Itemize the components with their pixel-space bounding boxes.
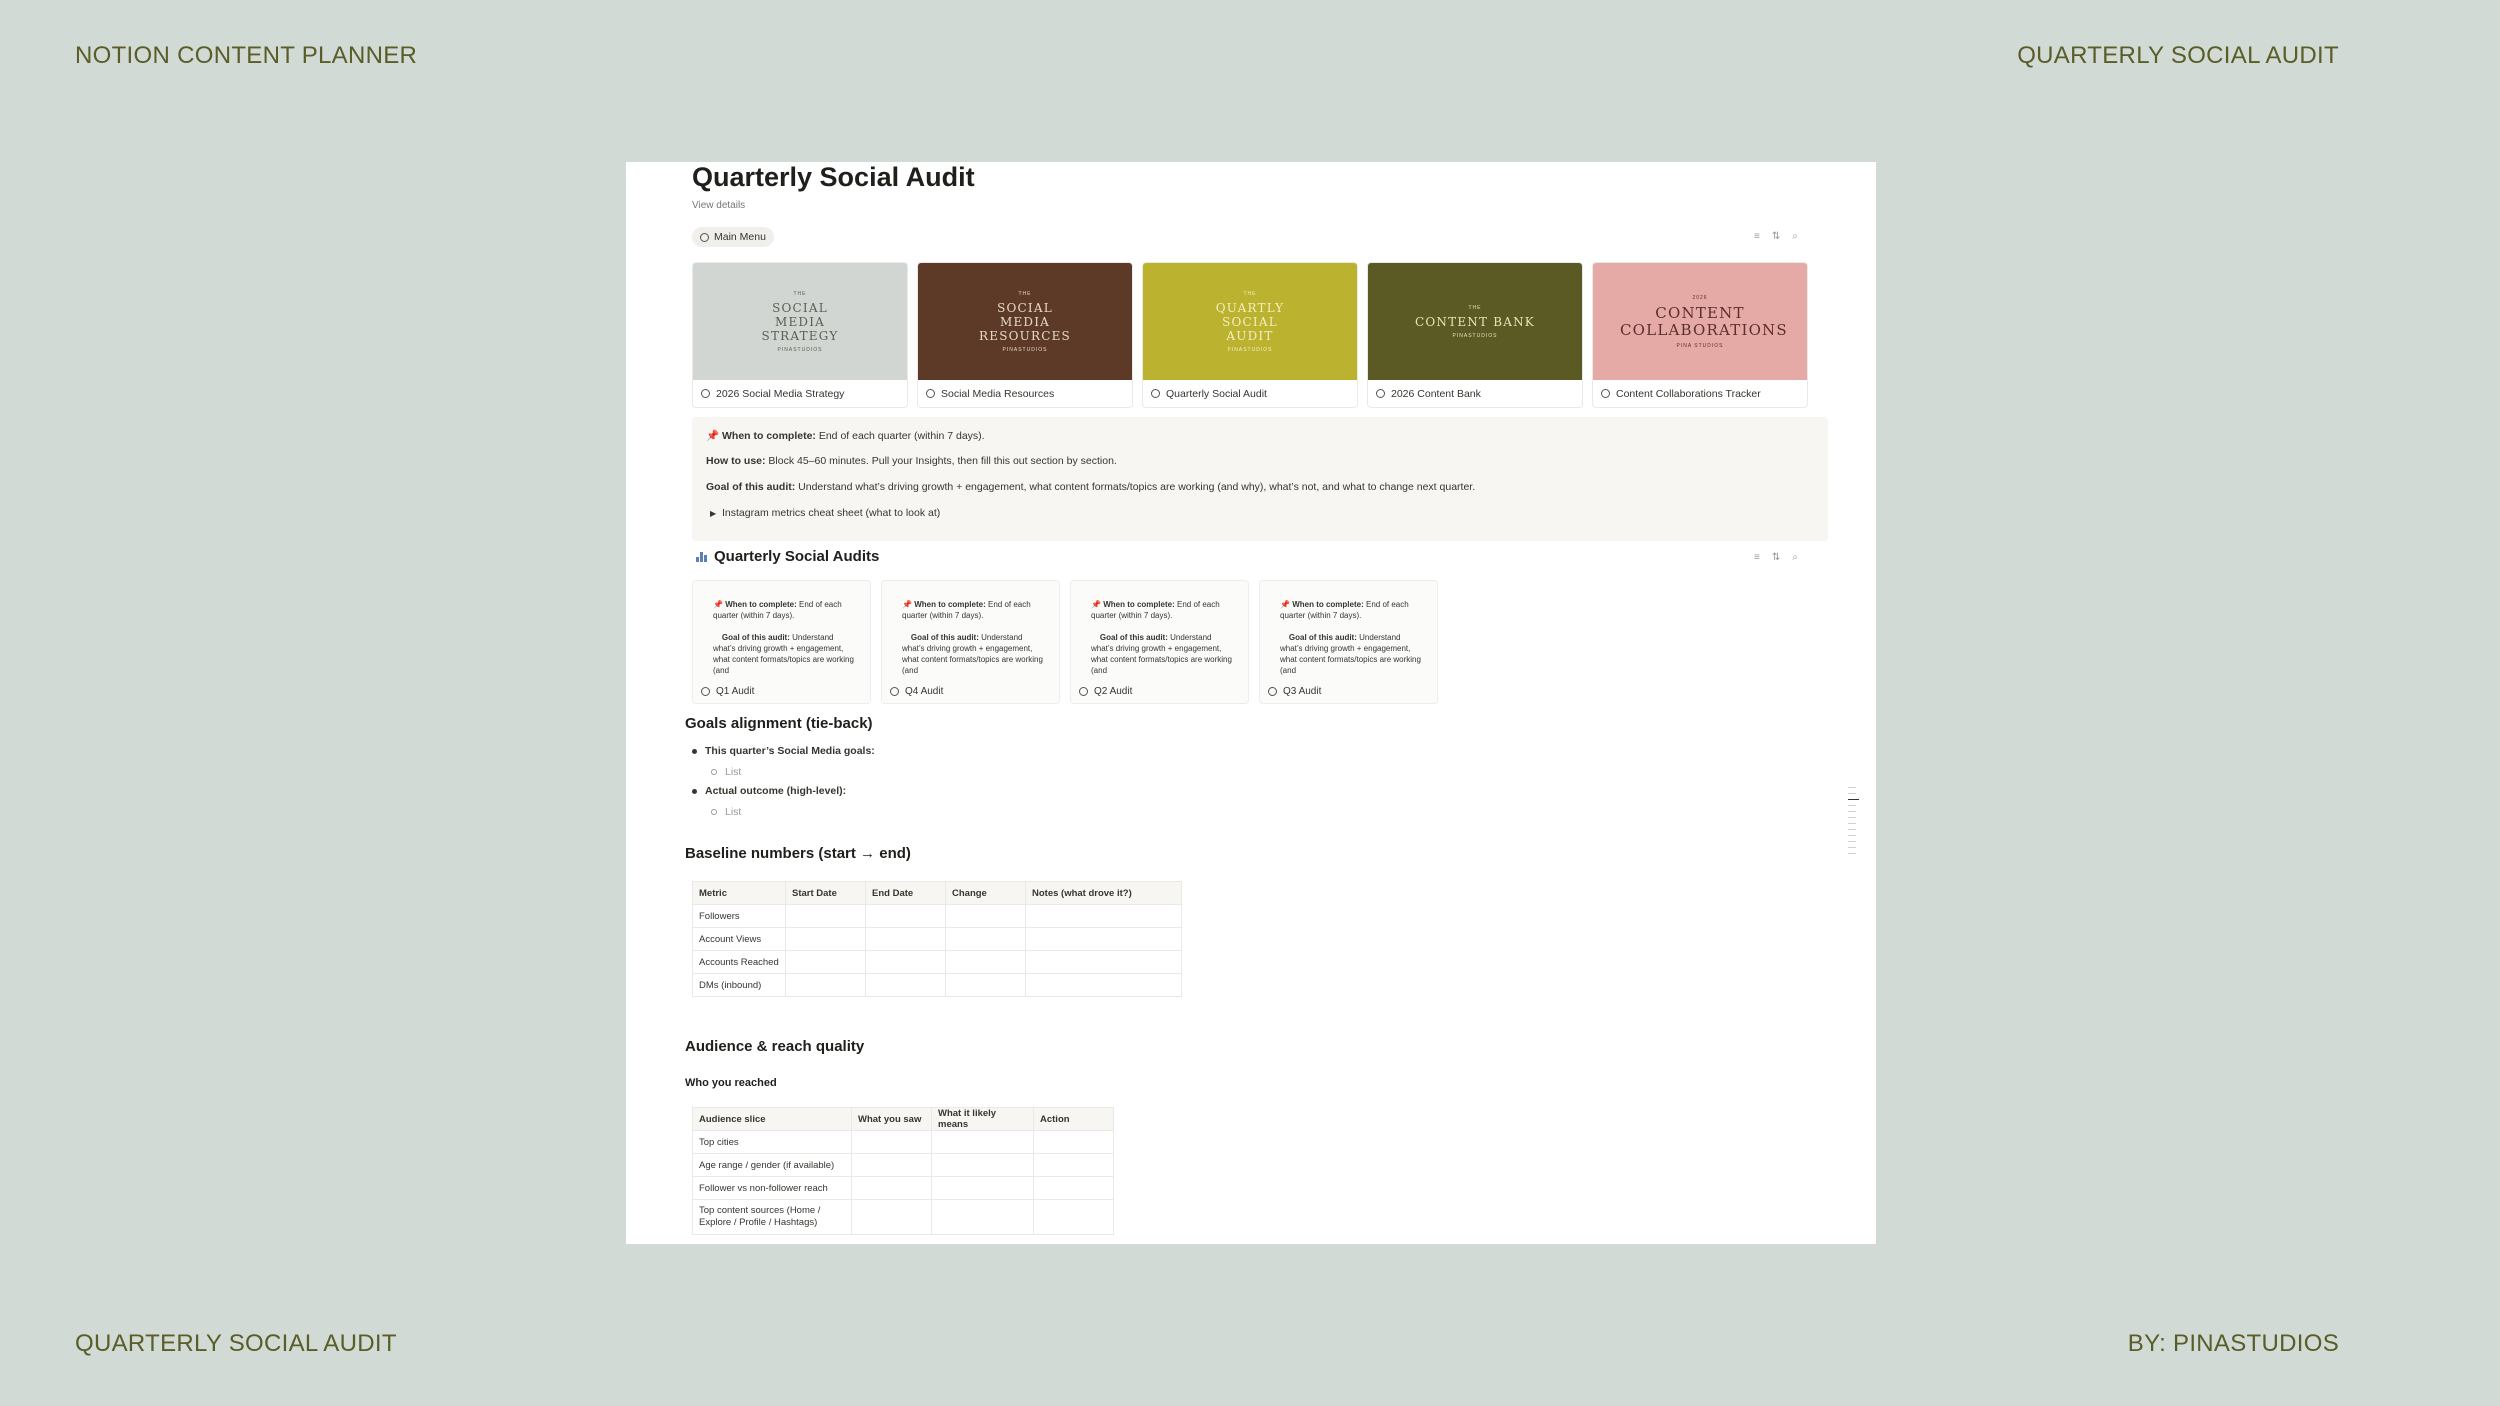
page-outline-scroller[interactable] <box>1848 787 1859 854</box>
card-title: Content Collaborations Tracker <box>1616 387 1761 400</box>
table-row[interactable]: Top cities <box>693 1131 1114 1154</box>
card-preview: 📌 When to complete: End of each quarter (within 7 days). Goal of this audit: Understand what’s driving growth + engagement, what content formats/topics are working (and <box>1091 600 1232 675</box>
gallery-card[interactable] <box>1592 262 1808 408</box>
page-icon <box>1268 687 1277 696</box>
footer-product-label: QUARTERLY SOCIAL AUDIT <box>75 1330 397 1357</box>
page-icon <box>1079 687 1088 696</box>
card-preview: 📌 When to complete: End of each quarter (within 7 days). Goal of this audit: Understand what’s driving growth + engagement, what content formats/topics are working (and <box>902 600 1043 675</box>
page-icon <box>1376 389 1385 398</box>
page-icon <box>926 389 935 398</box>
author-label: BY: PINASTUDIOS <box>2127 1330 2339 1357</box>
search-icon[interactable]: ⌕ <box>1792 231 1798 242</box>
page-title: Quarterly Social Audit <box>692 162 975 192</box>
card-preview: 📌 When to complete: End of each quarter (within 7 days). Goal of this audit: Understand what’s driving growth + engagement, what content formats/topics are working (and <box>713 600 854 675</box>
table-row[interactable]: Follower vs non-follower reach <box>693 1177 1114 1200</box>
list-item[interactable]: List <box>711 766 741 778</box>
gallery-card[interactable] <box>917 262 1133 408</box>
filter-icon[interactable]: ≡ <box>1754 231 1760 242</box>
main-menu-label: Main Menu <box>714 231 766 243</box>
audit-title: Q2 Audit <box>1094 686 1133 697</box>
card-cover: THE QUARTLY SOCIAL AUDIT PINASTUDIOS <box>1143 263 1357 380</box>
table-header-row: Audience slice What you saw What it likely means Action <box>693 1108 1114 1131</box>
table-row[interactable]: Followers <box>693 905 1182 928</box>
page-icon <box>890 687 899 696</box>
audit-card[interactable] <box>881 580 1060 704</box>
main-menu-tab[interactable] <box>692 227 774 247</box>
product-label: QUARTERLY SOCIAL AUDIT <box>2017 42 2339 69</box>
audits-gallery <box>692 580 1438 704</box>
card-cover: THE SOCIAL MEDIA STRATEGY PINASTUDIOS <box>693 263 907 380</box>
toggle-triangle-icon: ▶ <box>710 509 717 518</box>
list-item: Actual outcome (high-level): <box>692 785 846 797</box>
card-cover: THE CONTENT BANK PINASTUDIOS <box>1368 263 1582 380</box>
gallery-card[interactable] <box>1142 262 1358 408</box>
audience-table <box>692 1107 1114 1235</box>
gallery-card[interactable] <box>692 262 908 408</box>
list-item: This quarter’s Social Media goals: <box>692 745 875 757</box>
filter-icon[interactable]: ≡ <box>1754 552 1760 563</box>
audience-heading: Audience & reach quality <box>685 1038 865 1055</box>
table-row[interactable]: DMs (inbound) <box>693 974 1182 997</box>
page-icon <box>700 233 709 242</box>
table-row[interactable]: Age range / gender (if available) <box>693 1154 1114 1177</box>
card-title: Social Media Resources <box>941 387 1055 400</box>
pin-icon: 📌 <box>1091 600 1101 609</box>
audit-title: Q3 Audit <box>1283 686 1322 697</box>
audit-card[interactable] <box>692 580 871 704</box>
pin-icon: 📌 <box>706 430 720 442</box>
view-details-link[interactable]: View details <box>692 200 746 211</box>
table-row[interactable]: Accounts Reached <box>693 951 1182 974</box>
table-row[interactable]: Top content sources (Home / Explore / Profile / Hashtags) <box>693 1200 1114 1235</box>
who-you-reached-heading: Who you reached <box>685 1077 777 1089</box>
gallery-toolbar <box>1754 231 1798 242</box>
bar-chart-icon <box>696 551 708 562</box>
menu-gallery <box>692 262 1808 408</box>
audit-card[interactable] <box>1259 580 1438 704</box>
page-icon <box>701 389 710 398</box>
page-icon <box>701 687 710 696</box>
list-item[interactable]: List <box>711 806 741 818</box>
baseline-heading: Baseline numbers (start → end) <box>685 845 911 862</box>
card-cover: THE SOCIAL MEDIA RESOURCES PINASTUDIOS <box>918 263 1132 380</box>
table-header-row: Metric Start Date End Date Change Notes (what drove it?) <box>693 882 1182 905</box>
search-icon[interactable]: ⌕ <box>1792 552 1798 563</box>
page-icon <box>1151 389 1160 398</box>
brand-label: NOTION CONTENT PLANNER <box>75 42 418 69</box>
gallery-card[interactable] <box>1367 262 1583 408</box>
table-row[interactable]: Account Views <box>693 928 1182 951</box>
card-title: 2026 Social Media Strategy <box>716 387 845 400</box>
notion-page <box>626 162 1876 1244</box>
page-icon <box>1601 389 1610 398</box>
pin-icon: 📌 <box>713 600 723 609</box>
pin-icon: 📌 <box>902 600 912 609</box>
card-title: Quarterly Social Audit <box>1166 387 1267 400</box>
audit-card[interactable] <box>1070 580 1249 704</box>
cheat-sheet-toggle[interactable]: ▶ Instagram metrics cheat sheet (what to look at) <box>710 507 941 519</box>
card-preview: 📌 When to complete: End of each quarter (within 7 days). Goal of this audit: Understand what’s driving growth + engagement, what content formats/topics are working (and <box>1280 600 1421 675</box>
audits-database-title[interactable]: Quarterly Social Audits <box>696 548 879 565</box>
sort-icon[interactable]: ⇅ <box>1771 231 1781 242</box>
card-cover: 2026 CONTENT COLLABORATIONS PINA STUDIOS <box>1593 263 1807 380</box>
audit-title: Q1 Audit <box>716 686 755 697</box>
audit-title: Q4 Audit <box>905 686 944 697</box>
baseline-table <box>692 881 1182 997</box>
pin-icon: 📌 <box>1280 600 1290 609</box>
sort-icon[interactable]: ⇅ <box>1771 552 1781 563</box>
goals-heading: Goals alignment (tie-back) <box>685 715 873 732</box>
card-title: 2026 Content Bank <box>1391 387 1481 400</box>
database-toolbar <box>1754 552 1798 563</box>
instructions-callout: 📌 When to complete: End of each quarter (within 7 days). How to use: Block 45–60 minutes. Pull your Insights, then fill this out section by section. Goal of this audit: Understand what’s driving growth + engagement, what content formats/topics are working (and why), what’s not, and what to change next quarter. ▶ Instagram metrics cheat sheet (what to look at) <box>692 417 1828 541</box>
